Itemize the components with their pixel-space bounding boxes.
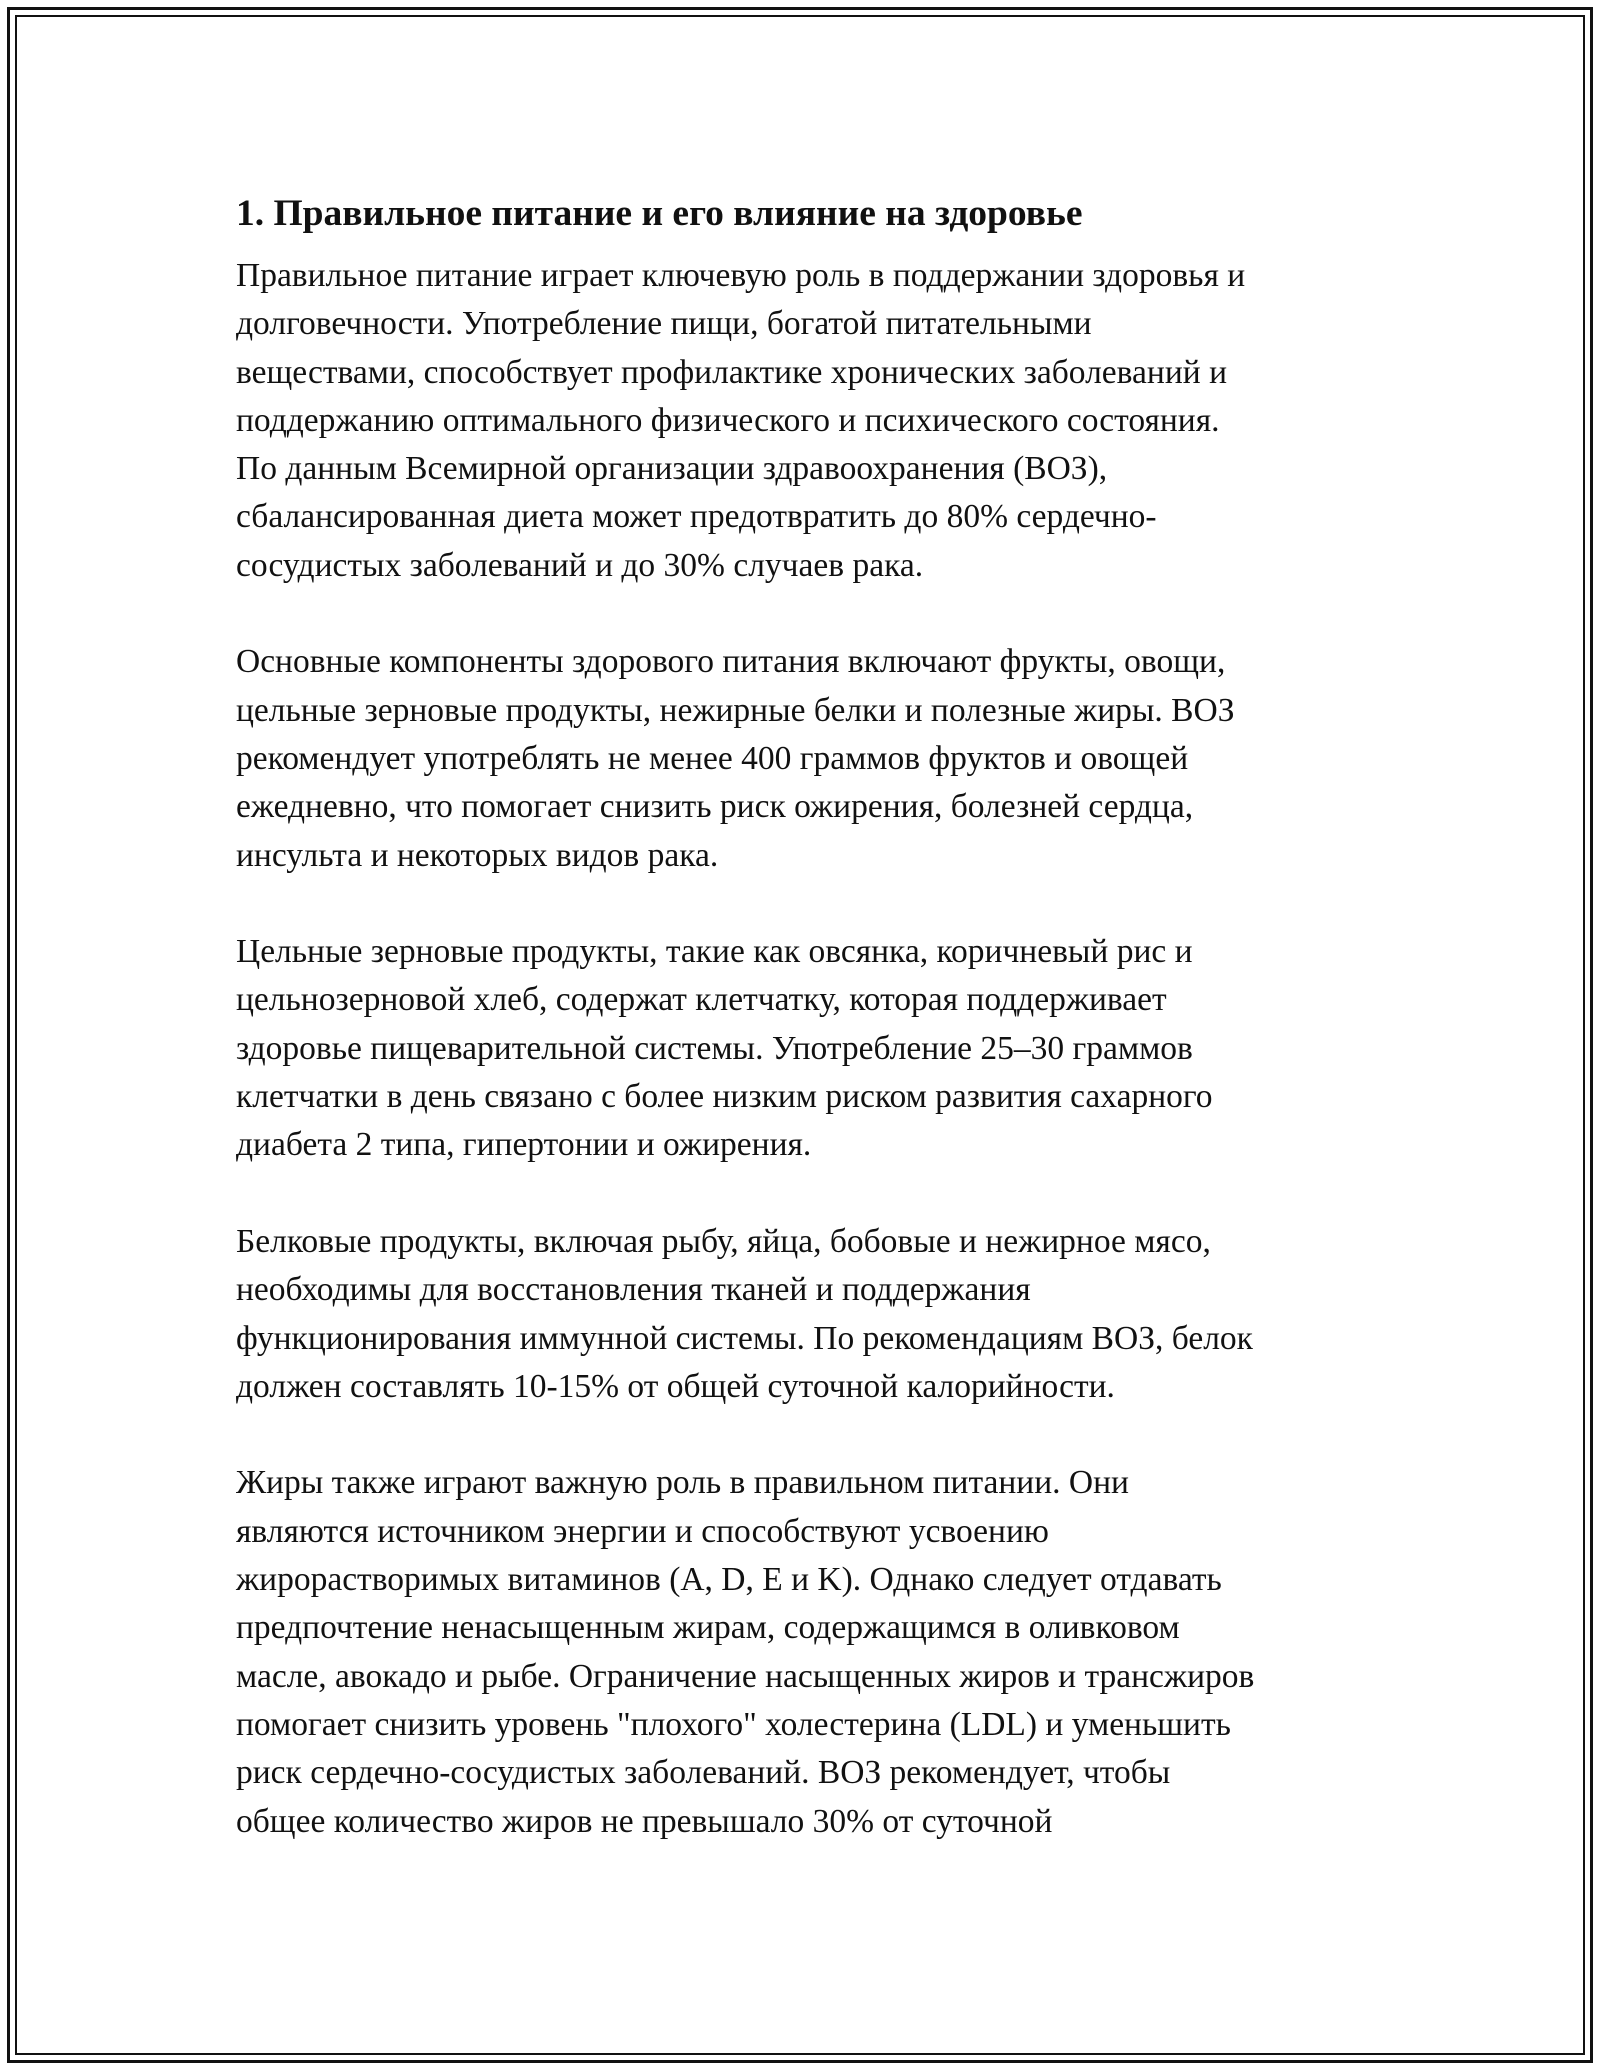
text-line: необходимы для восстановления тканей и поддержания [236, 1271, 1031, 1309]
text-line: предпочтение ненасыщенным жирам, содержащимся в оливковом [236, 1609, 1180, 1647]
text-line: Цельные зерновые продукты, такие как овсянка, коричневый рис и [236, 933, 1193, 971]
text-line: общее количество жиров не превышало 30% от суточной [236, 1802, 1053, 1840]
text-line: клетчатки в день связано с более низким риском развития сахарного [236, 1078, 1213, 1116]
paragraph-5 [236, 1459, 1366, 1845]
text-line: По данным Всемирной организации здравоохранения (ВОЗ), [236, 450, 1108, 488]
text-line: помогает снизить уровень "плохого" холестерина (LDL) и уменьшить [236, 1705, 1231, 1743]
text-line: Правильное питание играет ключевую роль в поддержании здоровья и [236, 257, 1246, 294]
text-line: поддержанию оптимального физического и психического состояния. [236, 401, 1220, 439]
text-line: инсульта и некоторых видов рака. [236, 836, 719, 874]
text-line: должен составлять 10-15% от общей суточной калорийности. [236, 1367, 1115, 1405]
text-line: Основные компоненты здорового питания включают фрукты, овощи, [236, 643, 1226, 681]
paragraph-1 [236, 252, 1366, 590]
document-content [236, 182, 1366, 1894]
text-line: риск сердечно-сосудистых заболеваний. ВОЗ рекомендует, чтобы [236, 1754, 1171, 1792]
text-line: Белковые продукты, включая рыбу, яйца, бобовые и нежирное мясо, [236, 1222, 1211, 1260]
text-line: сосудистых заболеваний и до 30% случаев рака. [236, 546, 924, 584]
section-title: 1. Правильное питание и его влияние на здоровье [236, 193, 1083, 234]
text-line: цельнозерновой хлеб, содержат клетчатку, которая поддерживает [236, 981, 1167, 1019]
text-line: жирорастворимых витаминов (A, D, E и K). Однако следует отдавать [236, 1561, 1222, 1599]
text-line: функционирования иммунной системы. По рекомендациям ВОЗ, белок [236, 1319, 1253, 1357]
text-line: долговечности. Употребление пищи, богатой питательными [236, 305, 1092, 343]
text-line: диабета 2 типа, гипертонии и ожирения. [236, 1126, 812, 1164]
text-line: масле, авокадо и рыбе. Ограничение насыщенных жиров и трансжиров [236, 1657, 1255, 1695]
text-line: Жиры также играют важную роль в правильном питании. Они [236, 1464, 1129, 1502]
paragraph-2 [236, 638, 1366, 879]
text-line: ежедневно, что помогает снизить риск ожирения, болезней сердца, [236, 788, 1194, 826]
paragraph-4 [236, 1218, 1366, 1411]
text-line: рекомендует употреблять не менее 400 граммов фруктов и овощей [236, 739, 1189, 777]
text-line: сбалансированная диета может предотвратить до 80% сердечно- [236, 498, 1157, 536]
text-line: веществами, способствует профилактике хронических заболеваний и [236, 353, 1227, 391]
text-line: являются источником энергии и способствуют усвоению [236, 1512, 1049, 1550]
text-line: здоровье пищеварительной системы. Употребление 25–30 граммов [236, 1029, 1193, 1067]
paragraph-3 [236, 928, 1366, 1169]
text-line: цельные зерновые продукты, нежирные белки и полезные жиры. ВОЗ [236, 691, 1235, 729]
